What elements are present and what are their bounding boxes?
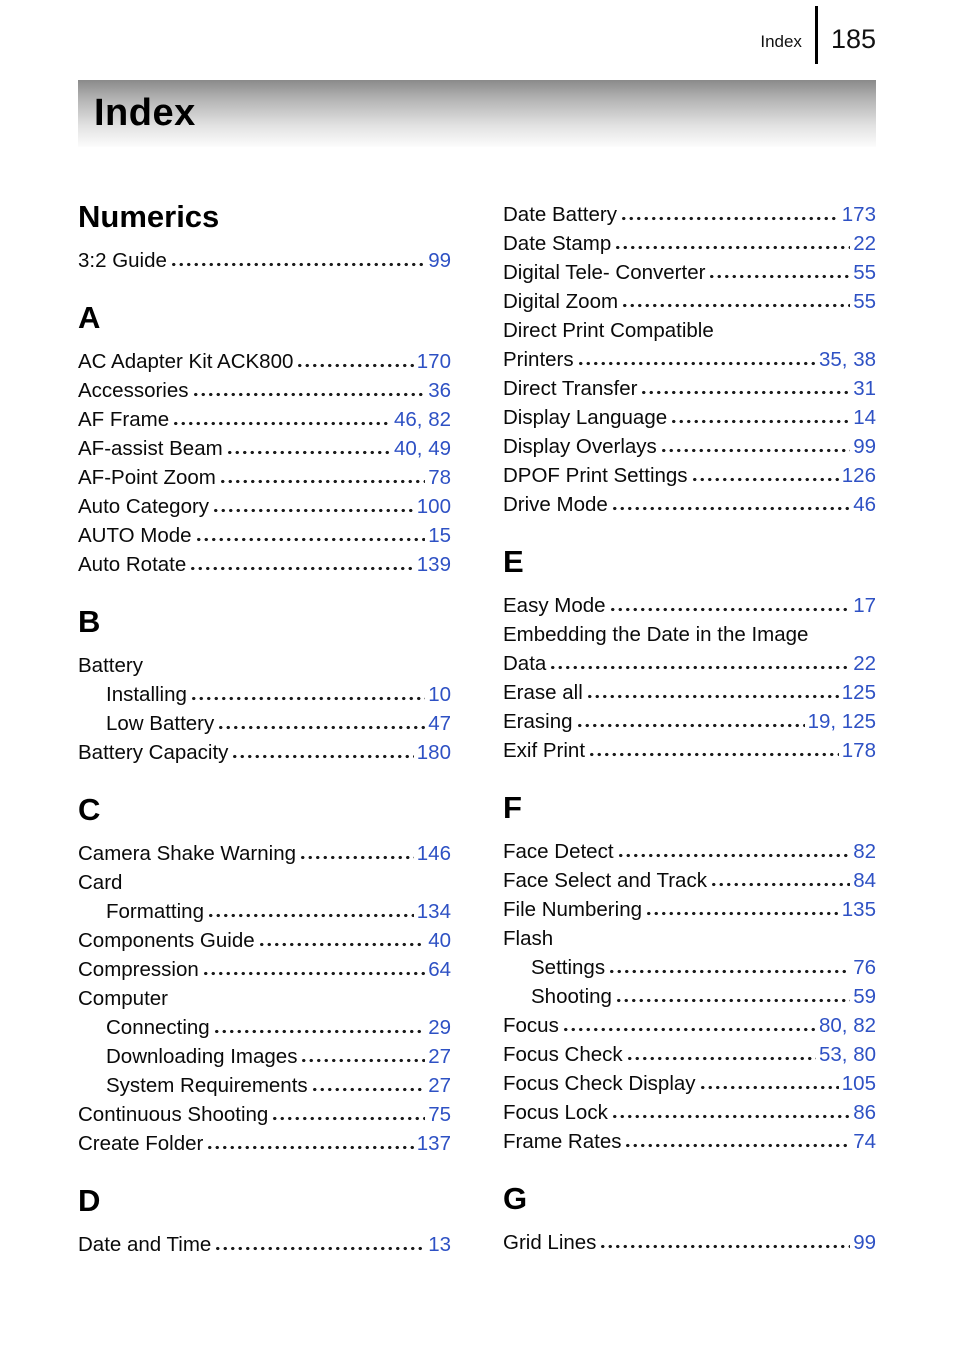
index-entry <box>78 868 451 897</box>
index-entry <box>78 926 451 955</box>
page-ref-link[interactable]: 40, 49 <box>394 437 451 460</box>
index-entry <box>78 492 451 521</box>
entry-label: Auto Category <box>78 495 210 518</box>
page-ref-link[interactable]: 80, 82 <box>819 1014 876 1037</box>
running-header <box>760 6 876 64</box>
dot-leader <box>300 1058 425 1063</box>
page-ref-link[interactable]: 82 <box>853 840 876 863</box>
dot-leader <box>614 245 850 250</box>
page-ref-link[interactable]: 105 <box>841 1072 876 1095</box>
index-entry <box>78 680 451 709</box>
dot-leader <box>611 1114 850 1119</box>
entry-label: AUTO Mode <box>78 524 192 547</box>
dot-leader <box>195 537 426 542</box>
page-ref-link[interactable]: 99 <box>853 1231 876 1254</box>
index-entry <box>78 347 451 376</box>
index-entry <box>78 434 451 463</box>
index-entry <box>503 490 876 519</box>
dot-leader <box>708 274 850 279</box>
entry-label: Data <box>503 652 547 675</box>
entry-label: Digital Zoom <box>503 290 619 313</box>
dot-leader <box>576 723 805 728</box>
dot-leader <box>691 477 839 482</box>
index-entry <box>503 1011 876 1040</box>
dot-leader <box>192 392 426 397</box>
page-ref-link[interactable]: 139 <box>416 553 451 576</box>
page-ref-link[interactable]: 84 <box>853 869 876 892</box>
dot-leader <box>670 419 850 424</box>
page-ref-link[interactable]: 27 <box>428 1074 451 1097</box>
entry-label: Exif Print <box>503 739 586 762</box>
dot-leader <box>271 1116 425 1121</box>
entry-label: Focus Check Display <box>503 1072 696 1095</box>
entry-label: AF Frame <box>78 408 170 431</box>
page-ref-link[interactable]: 10 <box>428 683 451 706</box>
entry-label: Date and Time <box>78 1233 212 1256</box>
index-entry <box>503 403 876 432</box>
dot-leader <box>217 725 425 730</box>
page-ref-link[interactable]: 99 <box>428 249 451 272</box>
column-right <box>503 200 876 1259</box>
index-entry <box>503 258 876 287</box>
dot-leader <box>172 421 391 426</box>
page-ref-link[interactable]: 126 <box>841 464 876 487</box>
dot-leader <box>190 696 425 701</box>
dot-leader <box>231 754 413 759</box>
dot-leader <box>626 1056 816 1061</box>
dot-leader <box>258 942 426 947</box>
entry-label: Display Language <box>503 406 668 429</box>
page-ref-link[interactable]: 99 <box>853 435 876 458</box>
index-entry <box>503 924 876 953</box>
index-entry <box>503 678 876 707</box>
dot-leader <box>599 1244 850 1249</box>
entry-label: Erasing <box>503 710 573 733</box>
entry-label: Camera Shake Warning <box>78 842 297 865</box>
entry-label: Card <box>78 871 123 894</box>
page-ref-link[interactable]: 64 <box>428 958 451 981</box>
entry-label: File Numbering <box>503 898 642 921</box>
entry-label: Settings <box>531 956 606 979</box>
index-entry <box>503 287 876 316</box>
index-entry <box>503 1040 876 1069</box>
index-entry <box>78 550 451 579</box>
entry-label: Downloading Images <box>106 1045 298 1068</box>
entry-label: Flash <box>503 927 554 950</box>
dot-leader <box>296 363 413 368</box>
entry-label: Computer <box>78 987 169 1010</box>
entry-label: Date Battery <box>503 203 617 226</box>
dot-leader <box>621 303 850 308</box>
dot-leader <box>645 911 839 916</box>
dot-leader <box>608 969 850 974</box>
dot-leader <box>620 216 839 221</box>
dot-leader <box>202 971 425 976</box>
entry-label: 3:2 Guide <box>78 249 167 272</box>
page-ref-link[interactable]: 27 <box>428 1045 451 1068</box>
index-entry <box>503 953 876 982</box>
page-ref-link[interactable]: 55 <box>853 261 876 284</box>
index-entry <box>78 1230 451 1259</box>
index-entry <box>503 837 876 866</box>
index-entry <box>503 736 876 765</box>
page-ref-link[interactable]: 137 <box>416 1132 451 1155</box>
header-page-number: 185 <box>830 23 876 54</box>
entry-label: Accessories <box>78 379 189 402</box>
entry-label: Display Overlays <box>503 435 657 458</box>
dot-leader <box>562 1027 816 1032</box>
index-entry <box>503 620 876 649</box>
entry-label: AF-assist Beam <box>78 437 223 460</box>
dot-leader <box>207 913 414 918</box>
entry-label: AF-Point Zoom <box>78 466 216 489</box>
entry-label: Focus <box>503 1014 559 1037</box>
entry-label: Direct Print Compatible <box>503 319 714 342</box>
page-ref-link[interactable]: 29 <box>428 1016 451 1039</box>
index-entry <box>503 895 876 924</box>
entry-label: Date Stamp <box>503 232 612 255</box>
page-ref-link[interactable]: 173 <box>841 203 876 226</box>
page-ref-link[interactable]: 47 <box>428 712 451 735</box>
entry-label: Create Folder <box>78 1132 204 1155</box>
page-ref-link[interactable]: 36 <box>428 379 451 402</box>
dot-leader <box>213 1029 425 1034</box>
dot-leader <box>189 566 414 571</box>
page-ref-link[interactable]: 86 <box>853 1101 876 1124</box>
entry-label: Embedding the Date in the Image <box>503 623 809 646</box>
index-entry <box>503 1127 876 1156</box>
page-ref-link[interactable]: 180 <box>416 741 451 764</box>
section-heading-c: C <box>78 792 101 827</box>
dot-leader <box>710 882 850 887</box>
dot-leader <box>577 361 816 366</box>
dot-leader <box>609 607 851 612</box>
entry-label: Auto Rotate <box>78 553 187 576</box>
index-entry <box>78 709 451 738</box>
index-entry <box>503 345 876 374</box>
dot-leader <box>219 479 425 484</box>
entry-label: Compression <box>78 958 199 981</box>
page-ref-link[interactable]: 22 <box>853 652 876 675</box>
entry-label: Components Guide <box>78 929 255 952</box>
index-entry <box>78 897 451 926</box>
index-entry <box>503 229 876 258</box>
entry-label: Erase all <box>503 681 583 704</box>
index-entry <box>503 1228 876 1257</box>
dot-leader <box>611 506 850 511</box>
entry-label: Formatting <box>106 900 204 923</box>
page-title: Index <box>94 92 196 134</box>
dot-leader <box>660 448 850 453</box>
entry-label: Grid Lines <box>503 1231 597 1254</box>
page-ref-link[interactable]: 178 <box>841 739 876 762</box>
index-entry <box>503 461 876 490</box>
section-heading-a: A <box>78 300 101 335</box>
entry-label: Low Battery <box>106 712 215 735</box>
index-entry <box>78 839 451 868</box>
page-ref-link[interactable]: 76 <box>853 956 876 979</box>
entry-label: Face Select and Track <box>503 869 707 892</box>
dot-leader <box>226 450 391 455</box>
page-ref-link[interactable]: 46 <box>853 493 876 516</box>
entry-label: System Requirements <box>106 1074 308 1097</box>
page-ref-link[interactable]: 55 <box>853 290 876 313</box>
dot-leader <box>586 694 839 699</box>
header-divider <box>815 6 818 64</box>
section-heading-e: E <box>503 544 524 579</box>
page-ref-link[interactable]: 35, 38 <box>819 348 876 371</box>
index-entry <box>78 1013 451 1042</box>
section-heading-f: F <box>503 790 522 825</box>
index-entry <box>78 984 451 1013</box>
page-ref-link[interactable]: 53, 80 <box>819 1043 876 1066</box>
index-entry <box>503 200 876 229</box>
entry-label: Easy Mode <box>503 594 606 617</box>
index-entry <box>78 955 451 984</box>
index-entry <box>78 1071 451 1100</box>
entry-label: Face Detect <box>503 840 614 863</box>
dot-leader <box>214 1246 425 1251</box>
page-ref-link[interactable]: 31 <box>853 377 876 400</box>
dot-leader <box>617 853 851 858</box>
index-entry <box>503 591 876 620</box>
dot-leader <box>640 390 850 395</box>
entry-label: Battery <box>78 654 143 677</box>
index-entry <box>503 1069 876 1098</box>
index-entry <box>78 1129 451 1158</box>
index-entry <box>503 866 876 895</box>
page-ref-link[interactable]: 100 <box>416 495 451 518</box>
entry-label: Installing <box>106 683 187 706</box>
entry-label: Frame Rates <box>503 1130 622 1153</box>
page-ref-link[interactable]: 19, 125 <box>807 710 876 733</box>
entry-label: Battery Capacity <box>78 741 229 764</box>
entry-label: Drive Mode <box>503 493 608 516</box>
dot-leader <box>311 1087 426 1092</box>
section-heading-b: B <box>78 604 101 639</box>
page-ref-link[interactable]: 15 <box>428 524 451 547</box>
page-ref-link[interactable]: 125 <box>841 681 876 704</box>
dot-leader <box>170 262 425 267</box>
page-ref-link[interactable]: 78 <box>428 466 451 489</box>
page-ref-link[interactable]: 40 <box>428 929 451 952</box>
index-entry <box>503 982 876 1011</box>
section-heading-numerics: Numerics <box>78 199 220 234</box>
page-ref-link[interactable]: 14 <box>853 406 876 429</box>
index-entry <box>78 463 451 492</box>
entry-label: AC Adapter Kit ACK800 <box>78 350 294 373</box>
index-entry <box>78 246 451 275</box>
index-entry <box>503 316 876 345</box>
dot-leader <box>624 1143 850 1148</box>
index-entry <box>78 521 451 550</box>
dot-leader <box>699 1085 839 1090</box>
dot-leader <box>549 665 850 670</box>
index-columns <box>78 200 876 1259</box>
index-entry <box>78 651 451 680</box>
page-ref-link[interactable]: 75 <box>428 1103 451 1126</box>
dot-leader <box>588 752 839 757</box>
entry-label: DPOF Print Settings <box>503 464 688 487</box>
entry-label: Shooting <box>531 985 612 1008</box>
title-bar <box>78 80 876 147</box>
page-ref-link[interactable]: 74 <box>853 1130 876 1153</box>
page-ref-link[interactable]: 135 <box>841 898 876 921</box>
page-ref-link[interactable]: 134 <box>416 900 451 923</box>
page-ref-link[interactable]: 22 <box>853 232 876 255</box>
entry-label: Digital Tele- Converter <box>503 261 706 284</box>
entry-label: Focus Check <box>503 1043 623 1066</box>
index-entry <box>78 405 451 434</box>
index-entry <box>78 376 451 405</box>
page-ref-link[interactable]: 13 <box>428 1233 451 1256</box>
page-ref-link[interactable]: 17 <box>853 594 876 617</box>
dot-leader <box>615 998 850 1003</box>
index-entry <box>78 1100 451 1129</box>
index-entry <box>503 707 876 736</box>
index-entry <box>503 432 876 461</box>
dot-leader <box>212 508 414 513</box>
index-entry <box>503 374 876 403</box>
header-section-label: Index <box>760 32 802 51</box>
index-entry <box>503 649 876 678</box>
section-heading-d: D <box>78 1183 101 1218</box>
entry-label: Direct Transfer <box>503 377 638 400</box>
column-left <box>78 200 451 1259</box>
entry-label: Continuous Shooting <box>78 1103 269 1126</box>
page-ref-link[interactable]: 170 <box>416 350 451 373</box>
dot-leader <box>299 855 414 860</box>
section-heading-g: G <box>503 1181 528 1216</box>
dot-leader <box>206 1145 413 1150</box>
page-ref-link[interactable]: 59 <box>853 985 876 1008</box>
entry-label: Connecting <box>106 1016 210 1039</box>
index-entry <box>503 1098 876 1127</box>
page-ref-link[interactable]: 46, 82 <box>394 408 451 431</box>
index-entry <box>78 1042 451 1071</box>
index-entry <box>78 738 451 767</box>
page-ref-link[interactable]: 146 <box>416 842 451 865</box>
entry-label: Focus Lock <box>503 1101 608 1124</box>
entry-label: Printers <box>503 348 574 371</box>
